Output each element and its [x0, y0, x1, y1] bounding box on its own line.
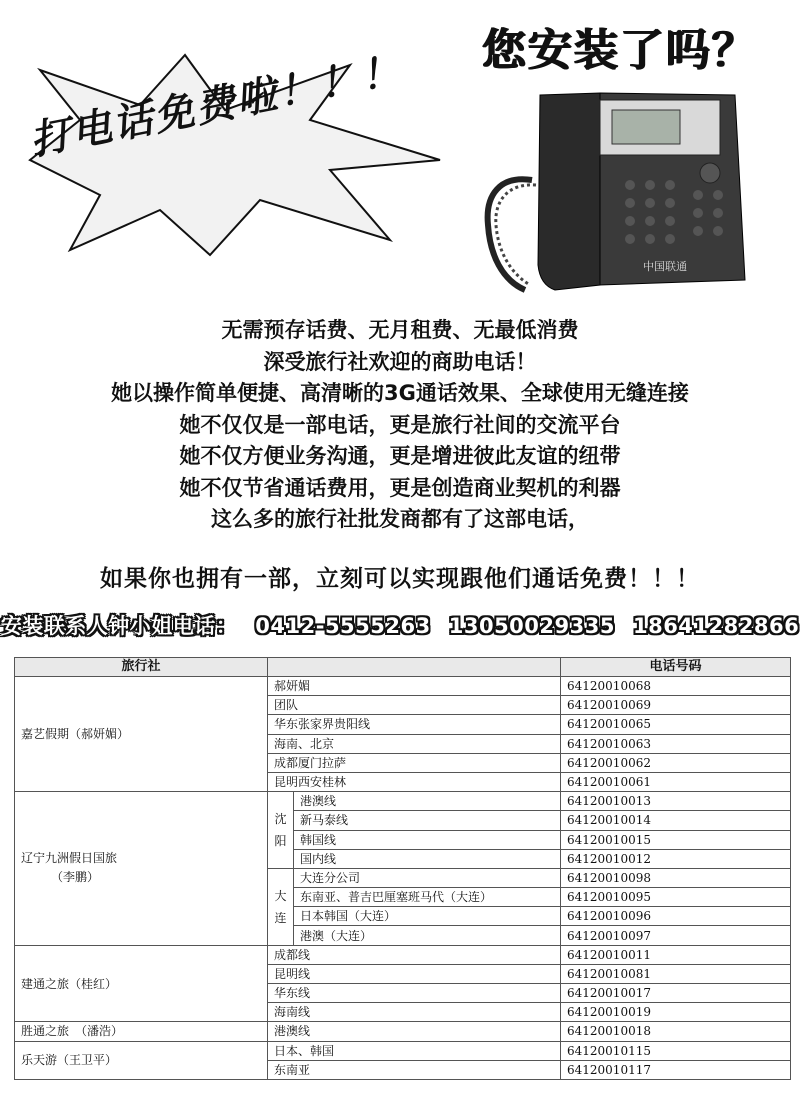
table-header-row: [15, 658, 791, 677]
slogan-line: 这么多的旅行社批发商都有了这部电话，: [211, 507, 589, 531]
slogan-line: 她不仅方便业务沟通，更是增进彼此友谊的纽带: [179, 444, 621, 468]
phone-number: 64120010017: [561, 984, 791, 1003]
contact-label: 安装联系人钟小姐电话：: [0, 614, 238, 638]
phone-number: 64120010013: [561, 792, 791, 811]
agency-column-header: 旅行社: [15, 658, 268, 677]
route-line: 大连分公司: [294, 868, 561, 887]
agency-name-line: 辽宁九洲假日国旅: [21, 851, 118, 866]
route-line: 华东线: [268, 984, 561, 1003]
phone-number: 64120010069: [561, 696, 791, 715]
route-line: 港澳线: [268, 1022, 561, 1041]
agency-name: 嘉艺假期（郝妍媚）: [15, 677, 268, 792]
call-to-action: 如果你也拥有一部，立刻可以实现跟他们通话免费！！！: [100, 566, 700, 592]
contact-phone: 0412-5555263: [255, 614, 431, 638]
agency-name: [15, 792, 268, 946]
contact-phone: 13050029335: [448, 614, 615, 638]
table-row: [15, 677, 791, 696]
phone-number: 64120010096: [561, 907, 791, 926]
route-line: 新马泰线: [294, 811, 561, 830]
phone-number: 64120010115: [561, 1041, 791, 1060]
agency-phone-table: [14, 657, 791, 1080]
slogan-line: 她以操作简单便捷、高清晰的3G通话效果、全球使用无缝连接: [111, 381, 689, 405]
table-row: [15, 1041, 791, 1060]
agency-contact-line: （李鹏）: [51, 870, 100, 885]
slogan-line: 她不仅仅是一部电话，更是旅行社间的交流平台: [179, 412, 621, 437]
slogan-block: [0, 315, 800, 536]
phone-column-header: 电话号码: [561, 658, 791, 677]
city-label: [268, 868, 294, 945]
phone-brand-label: 中国联通: [643, 260, 687, 273]
route-line: 日本、韩国: [268, 1041, 561, 1060]
route-line: 港澳线: [294, 792, 561, 811]
route-line: 海南线: [268, 1003, 561, 1022]
phone-number: 64120010068: [561, 677, 791, 696]
route-line: 成都厦门拉萨: [268, 753, 561, 772]
route-line: 东南亚、普吉巴厘塞班马代（大连）: [294, 888, 561, 907]
agency-name: 建通之旅（桂红）: [15, 945, 268, 1022]
table-row: [15, 945, 791, 964]
desk-phone-image: [470, 85, 755, 300]
phone-number: 64120010062: [561, 753, 791, 772]
contact-line: [0, 610, 800, 640]
phone-number: 64120010015: [561, 830, 791, 849]
route-line: 韩国线: [294, 830, 561, 849]
table-row: [15, 792, 791, 811]
table-row: [15, 1022, 791, 1041]
slogan-line: 深受旅行社欢迎的商助电话！: [263, 349, 537, 374]
phone-number: 64120010063: [561, 734, 791, 753]
route-line: 港澳（大连）: [294, 926, 561, 945]
phone-number: 64120010097: [561, 926, 791, 945]
free-calls-slogan: 打电话免费啦！！！: [26, 46, 407, 165]
agency-name: 乐天游（王卫平）: [15, 1041, 268, 1079]
route-line: 国内线: [294, 849, 561, 868]
route-line: 东南亚: [268, 1060, 561, 1079]
line-column-header: [268, 658, 561, 677]
phone-number: 64120010081: [561, 964, 791, 983]
phone-number: 64120010065: [561, 715, 791, 734]
route-line: 郝妍媚: [268, 677, 561, 696]
headline: 您安装了吗？: [482, 25, 758, 76]
route-line: 昆明西安桂林: [268, 772, 561, 791]
route-line: 日本韩国（大连）: [294, 907, 561, 926]
phone-number: 64120010117: [561, 1060, 791, 1079]
phone-number: 64120010011: [561, 945, 791, 964]
city-name: 大连: [274, 888, 287, 925]
phone-number: 64120010018: [561, 1022, 791, 1041]
agency-name: 胜通之旅 （潘浩）: [15, 1022, 268, 1041]
phone-number: 64120010095: [561, 888, 791, 907]
route-line: 成都线: [268, 945, 561, 964]
route-line: 海南、北京: [268, 734, 561, 753]
phone-number: 64120010012: [561, 849, 791, 868]
route-line: 团队: [268, 696, 561, 715]
phone-number: 64120010014: [561, 811, 791, 830]
route-line: 华东张家界贵阳线: [268, 715, 561, 734]
city-label: [268, 792, 294, 869]
slogan-line: 无需预存话费、无月租费、无最低消费: [221, 318, 579, 342]
contact-phone: 18641282866: [632, 614, 800, 638]
slogan-line: 她不仅节省通话费用，更是创造商业契机的利器: [179, 475, 621, 500]
phone-number: 64120010019: [561, 1003, 791, 1022]
phone-number: 64120010098: [561, 868, 791, 887]
route-line: 昆明线: [268, 964, 561, 983]
city-name: 沈阳: [274, 812, 287, 848]
phone-number: 64120010061: [561, 772, 791, 791]
